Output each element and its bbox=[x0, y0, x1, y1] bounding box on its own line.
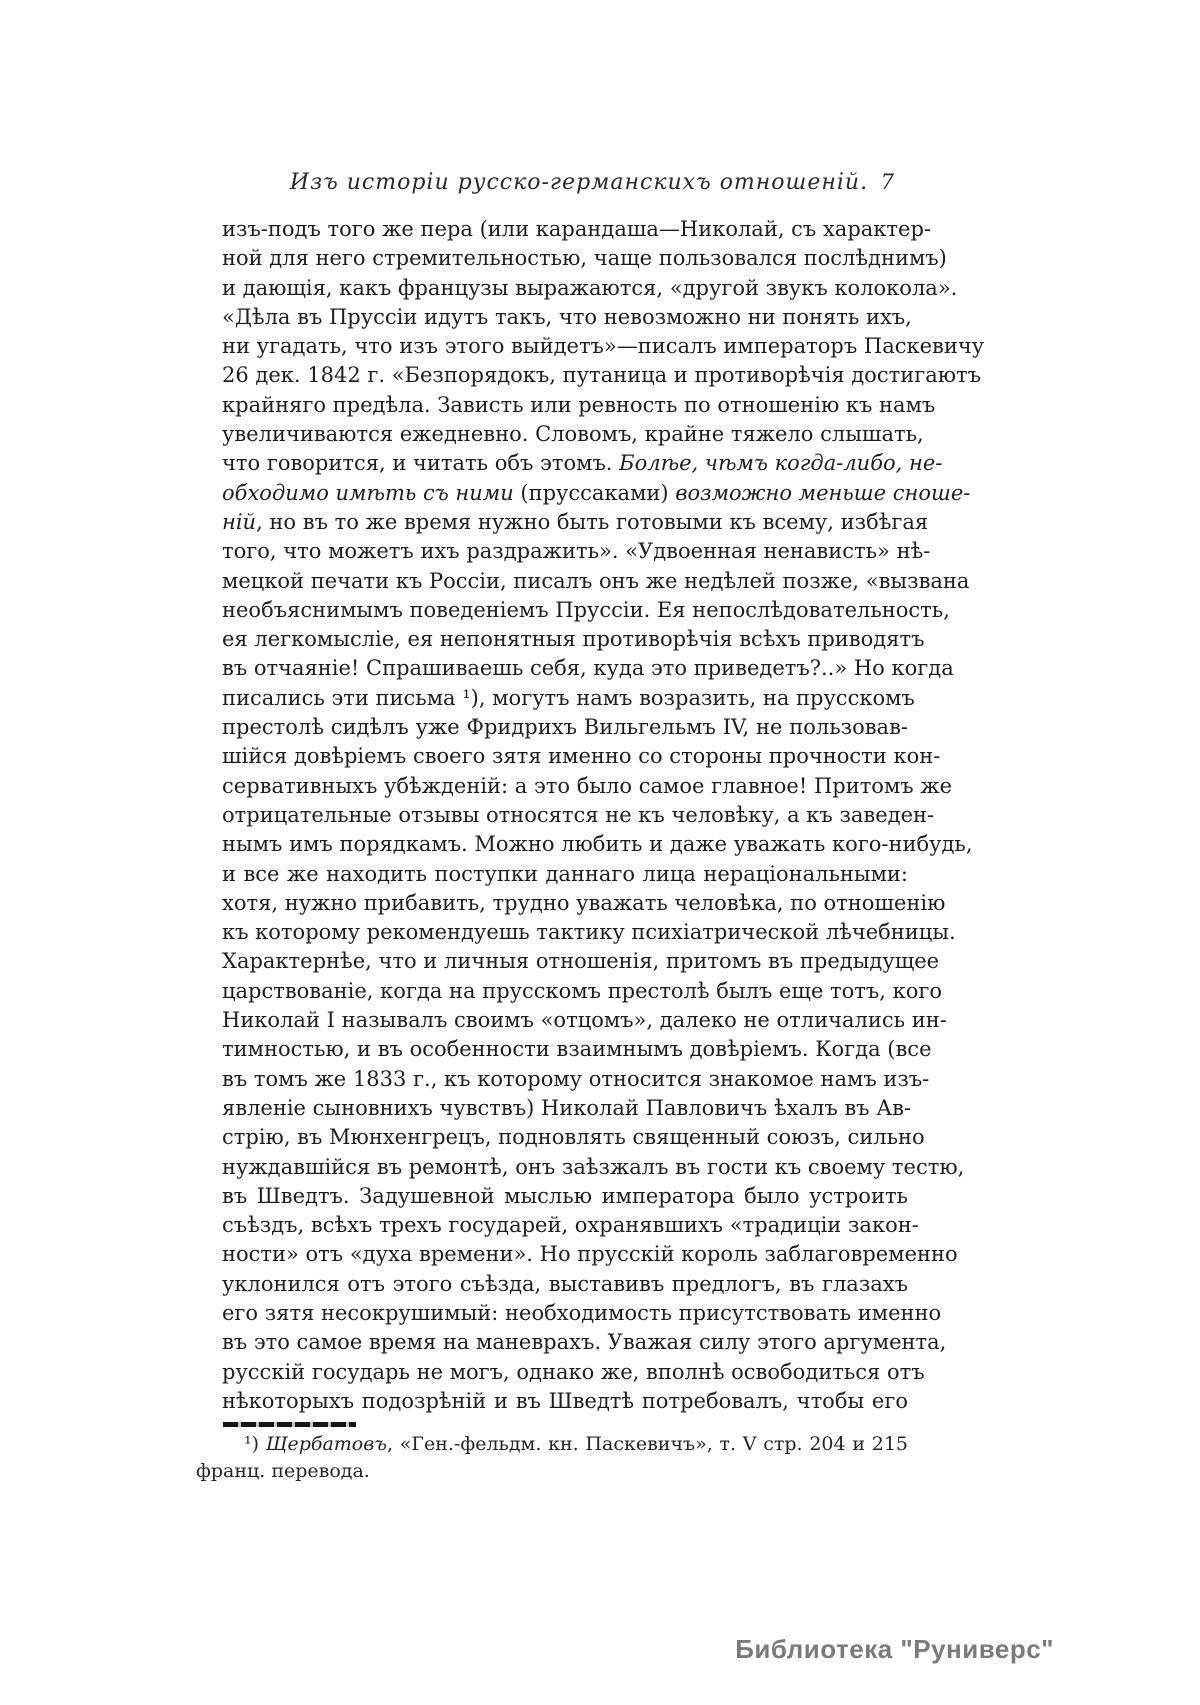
text-line: хотя, нужно прибавить, трудно уважать человѣка, по отношенію bbox=[222, 890, 946, 915]
text-line: въ отчаяніе! Спрашиваешь себя, куда это приведетъ?..» Но когда bbox=[222, 656, 954, 681]
page-number: 7 bbox=[880, 170, 894, 194]
text-line: нуждавшійся въ ремонтѣ, онъ заѣзжалъ въ гости къ своему тестю, bbox=[222, 1154, 965, 1179]
text-line: уклонился отъ этого съѣзда, выставивъ предлогъ, въ глазахъ bbox=[222, 1271, 908, 1296]
header-title: Изъ исторіи русско-германскихъ отношеній. bbox=[289, 170, 869, 195]
text-line: царствованіе, когда на прусскомъ престолѣ былъ еще тотъ, кого bbox=[222, 978, 943, 1003]
text-line: его зятя несокрушимый: необходимость присутствовать именно bbox=[222, 1300, 942, 1325]
text-line: отрицательные отзывы относятся не къ человѣку, а къ заведен- bbox=[222, 802, 935, 827]
running-header bbox=[222, 170, 908, 200]
text-line: ній, но въ то же время нужно быть готовыми къ всему, избѣгая bbox=[222, 509, 929, 534]
text-line: стрію, въ Мюнхенгрецъ, подновлять священный союзъ, сильно bbox=[222, 1125, 925, 1150]
text-line: русскій государь не могъ, однако же, вполнѣ освободиться отъ bbox=[222, 1359, 925, 1384]
text-line: изъ-подъ того же пера (или карандаша—Николай, съ характер- bbox=[222, 217, 931, 241]
text-line: Николай I называлъ своимъ «отцомъ», далеко не отличались ин- bbox=[222, 1008, 947, 1033]
text-line: явленіе сыновнихъ чувствъ) Николай Павловичъ ѣхалъ въ Ав- bbox=[222, 1095, 912, 1120]
text-line: въ томъ же 1833 г., къ которому относится знакомое намъ изъ- bbox=[222, 1066, 930, 1091]
text-line: и все же находить поступки даннаго лица нераціональными: bbox=[222, 861, 908, 886]
text-line: въ это самое время на маневрахъ. Уважая силу этого аргумента, bbox=[222, 1330, 947, 1355]
text-line: крайняго предѣла. Зависть или ревность по отношенію къ намъ bbox=[222, 392, 936, 417]
text-line: писались эти письма ¹), могутъ намъ возразить, на прусскомъ bbox=[222, 685, 915, 710]
text-line: 26 дек. 1842 г. «Безпорядокъ, путаница и противорѣчія достигаютъ bbox=[222, 363, 981, 388]
text-line: ности» отъ «духа времени». Но прусскій король заблаговременно bbox=[222, 1242, 958, 1267]
library-watermark: Библиотека "Руниверс" bbox=[735, 1634, 1054, 1664]
text-line: престолѣ сидѣлъ уже Фридрихъ Вильгельмъ IV, не пользовав- bbox=[222, 715, 908, 740]
text-line: нымъ имъ порядкамъ. Можно любить и даже уважать кого-нибудь, bbox=[222, 832, 973, 857]
body-text bbox=[222, 215, 985, 1416]
text-line: ной для него стремительностью, чаще пользовался послѣднимъ) bbox=[222, 246, 947, 271]
text-line: ни угадать, что изъ этого выйдетъ»—писалъ императоръ Паскевичу bbox=[222, 334, 985, 359]
text-line: ¹) Щербатовъ, «Ген.-фельдм. кн. Паскевичъ», т. V стр. 204 и 215 bbox=[244, 1433, 909, 1455]
text-line: необъяснимымъ поведеніемъ Пруссіи. Ея непослѣдовательность, bbox=[222, 597, 950, 622]
text-line: увеличиваются ежедневно. Словомъ, крайне тяжело слышать, bbox=[222, 422, 924, 447]
text-line: къ которому рекомендуешь тактику психіатрической лѣчебницы. bbox=[222, 920, 956, 945]
text-line: обходимо имѣть съ ними (пруссаками) возможно меньше сноше- bbox=[222, 480, 971, 505]
text-line: мецкой печати къ Россіи, писалъ онъ же недѣлей позже, «вызвана bbox=[222, 568, 970, 593]
footnote-separator bbox=[223, 1422, 356, 1427]
text-line: что говорится, и читать объ этомъ. Болѣе, чѣмъ когда-либо, не- bbox=[222, 451, 943, 476]
text-line: франц. перевода. bbox=[196, 1460, 370, 1482]
text-line: ея легкомысліе, ея непонятныя противорѣчія всѣхъ приводятъ bbox=[222, 627, 925, 652]
text-line: и дающія, какъ французы выражаются, «другой звукъ колокола». bbox=[222, 275, 958, 300]
text-line: нѣкоторыхъ подозрѣній и въ Шведтѣ потребовалъ, чтобы его bbox=[222, 1388, 908, 1413]
text-line: «Дѣла въ Пруссіи идутъ такъ, что невозможно ни понять ихъ, bbox=[222, 304, 912, 329]
text-line: тимностью, и въ особенности взаимнымъ довѣріемъ. Когда (все bbox=[222, 1037, 932, 1062]
text-line: Характернѣе, что и личныя отношенія, притомъ въ предыдущее bbox=[222, 949, 940, 974]
text-line: шійся довѣріемъ своего зятя именно со стороны прочности кон- bbox=[222, 744, 941, 769]
text-line: сервативныхъ убѣжденій: а это было самое главное! Притомъ же bbox=[222, 773, 953, 798]
text-line: въ Шведтъ. Задушевной мыслью императора было устроить bbox=[222, 1183, 908, 1208]
text-line: съѣздъ, всѣхъ трехъ государей, охранявшихъ «традиціи закон- bbox=[222, 1213, 919, 1238]
footnote bbox=[196, 1431, 908, 1485]
text-line: того, что можетъ ихъ раздражить». «Удвоенная ненависть» нѣ- bbox=[222, 539, 931, 564]
